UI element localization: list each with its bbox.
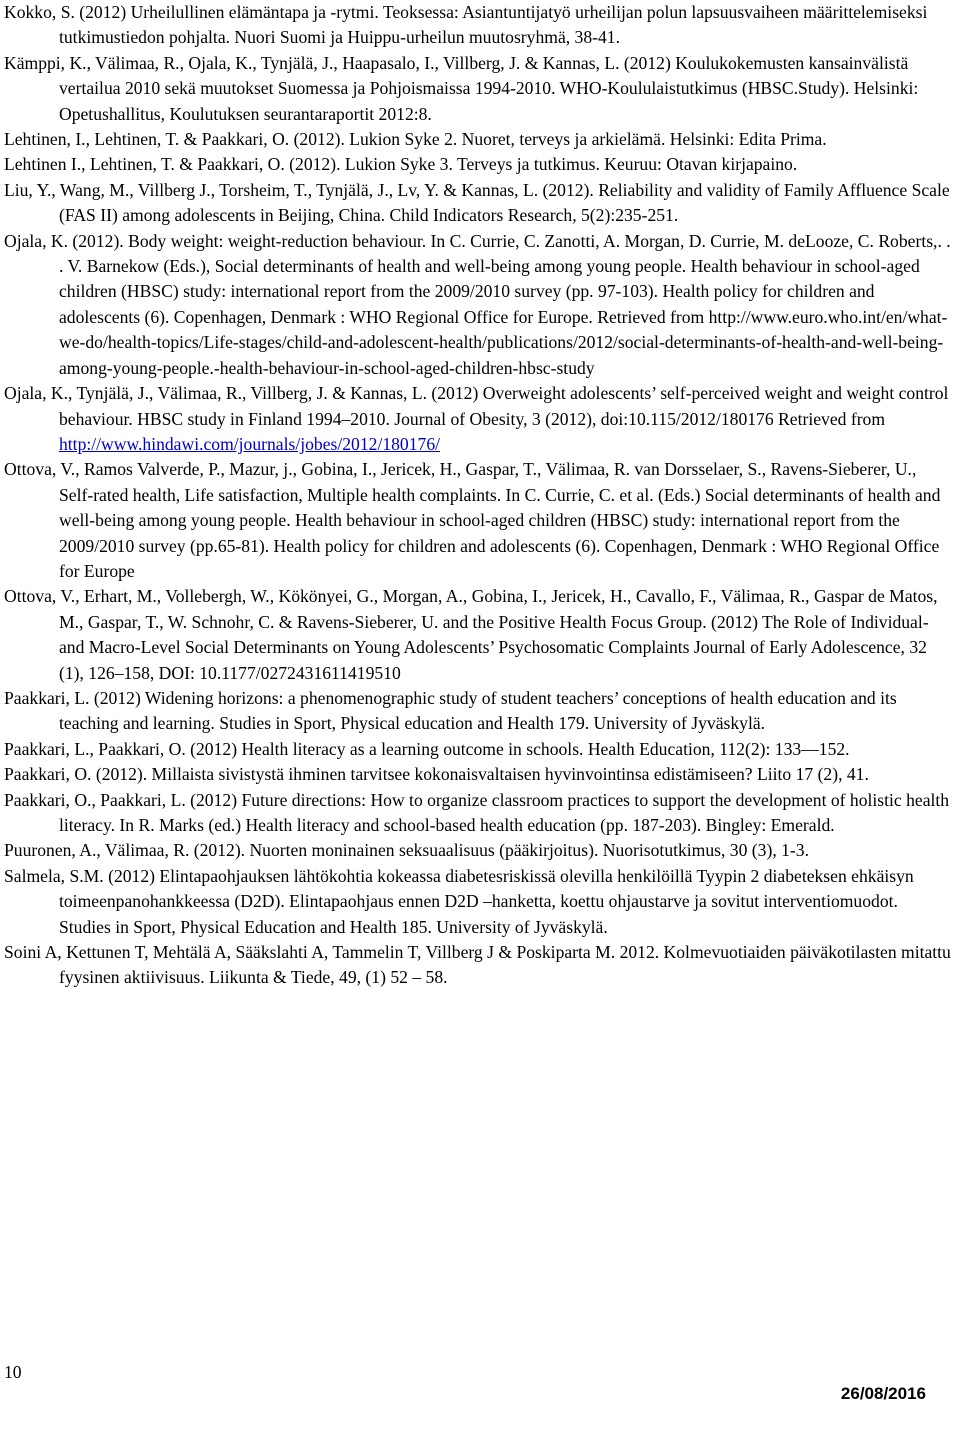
page-number: 10: [4, 1362, 22, 1382]
reference-entry: Ottova, V., Ramos Valverde, P., Mazur, j., Gobina, I., Jericek, H., Gaspar, T., Välimaa, R. van Dorsselaer, S., Ravens-Sieberer, U., Self-rated health, Life satisfaction, Multiple health complaints. In C. Currie, C. et al. (Eds.) Social determinants of health and well-being among young people. Health behaviour in school-aged children (HBSC) study: international report from the 2009/2010 survey (pp.65-81). Health policy for children and adolescents (6). Copenhagen, Denmark : WHO Regional Office for Europe: [4, 459, 941, 581]
reference-entry: Paakkari, O. (2012). Millaista sivistystä ihminen tarvitsee kokonaisvaltaisen hyvinvointinsa edistämiseen? Liito 17 (2), 41.: [4, 764, 869, 785]
reference-entry: Ottova, V., Erhart, M., Vollebergh, W., Kökönyei, G., Morgan, A., Gobina, I., Jericek, H., Cavallo, F., Välimaa, R., Gaspar de Matos, M., Gaspar, T., W. Schnohr, C. & Ravens-Sieberer, U. and the Positive Health Focus Group. (2012) The Role of Individual- and Macro-Level Social Determinants on Young Adolescents’ Psychosomatic Complaints Journal of Early Adolescence, 32 (1), 126–158, DOI: 10.1177/0272431611419510: [4, 586, 938, 683]
reference-entry: Kokko, S. (2012) Urheilullinen elämäntapa ja -rytmi. Teoksessa: Asiantuntijatyö urheilijan polun lapsuusvaiheen määrittelemiseksi tutkimustiedon pohjalta. Nuori Suomi ja Huippu-urheilun muutosryhmä, 38-41.: [4, 2, 928, 48]
reference-entry: Paakkari, O., Paakkari, L. (2012) Future directions: How to organize classroom practices to support the development of holistic health literacy. In R. Marks (ed.) Health literacy and school-based health education (pp. 187-203). Bingley: Emerald.: [4, 789, 950, 835]
reference-entry: Soini A, Kettunen T, Mehtälä A, Sääkslahti A, Tammelin T, Villberg J & Poskiparta M. 2012. Kolmevuotiaiden päiväkotilasten mitattu fyysinen aktiivisuus. Liikunta & Tiede, 49, (1) 52 – 58.: [4, 942, 951, 988]
reference-entry: Paakkari, L. (2012) Widening horizons: a phenomenographic study of student teachers’ conceptions of health education and its teaching and learning. Studies in Sport, Physical education and Health 179. University of Jyväskylä.: [4, 687, 897, 734]
reference-entry: Salmela, S.M. (2012) Elintapaohjauksen lähtökohtia kokeassa diabetesriskissä olevilla henkilöillä Tyypin 2 diabeteksen ehkäisyn toimeenpanohankkeessa (D2D). Elintapaohjaus ennen D2D –hanketta, koettu ohjaustarve ja sovitut interventiomuodot. Studies in Sport, Physical Education and Health 185. University of Jyväskylä.: [4, 865, 914, 937]
reference-link[interactable]: http://www.hindawi.com/journals/jobes/2012/180176/: [59, 433, 441, 454]
footer-date: 26/08/2016: [840, 1384, 926, 1403]
reference-entry: Paakkari, L., Paakkari, O. (2012) Health literacy as a learning outcome in schools. Health Education, 112(2): 133—152.: [4, 738, 850, 759]
reference-entry: Liu, Y., Wang, M., Villberg J., Torsheim, T., Tynjälä, J., Lv, Y. & Kannas, L. (2012). Reliability and validity of Family Affluence Scale (FAS II) among adolescents in Beijing, China. Child Indicators Research, 5(2):235-251.: [4, 179, 950, 226]
reference-entry: Lehtinen I., Lehtinen, T. & Paakkari, O. (2012). Lukion Syke 3. Terveys ja tutkimus. Keuruu: Otavan kirjapaino.: [4, 154, 798, 175]
reference-entry: Lehtinen, I., Lehtinen, T. & Paakkari, O. (2012). Lukion Syke 2. Nuoret, terveys ja arkielämä. Helsinki: Edita Prima.: [4, 129, 827, 150]
reference-entry: [4, 381, 952, 457]
reference-entry: Ojala, K. (2012). Body weight: weight-reduction behaviour. In C. Currie, C. Zanotti, A. Morgan, D. Currie, M. deLooze, C. Roberts,. . . V. Barnekow (Eds.), Social determinants of health and well-being among young people. Health behaviour in school-aged children (HBSC) study: international report from the 2009/2010 survey (pp. 97-103). Health policy for children and adolescents (6). Copenhagen, Denmark : WHO Regional Office for Europe. Retrieved from http://www.euro.who.int/en/what-we-do/health-topics/Life-stages/child-and-adolescent-health/publications/2012/social-determinants-of-health-and-well-being-among-young-people.-health-behaviour-in-school-aged-children-hbsc-study: [4, 230, 951, 378]
reference-list: [4, 0, 952, 991]
reference-text: Ojala, K., Tynjälä, J., Välimaa, R., Villberg, J. & Kannas, L. (2012) Overweight adolescents’ self-perceived weight and weight control behaviour. HBSC study in Finland 1994–2010. Journal of Obesity, 3 (2012), doi:10.115/2012/180176 Retrieved from: [4, 383, 949, 429]
reference-entry: Puuronen, A., Välimaa, R. (2012). Nuorten moninainen seksuaalisuus (pääkirjoitus). Nuorisotutkimus, 30 (3), 1-3.: [4, 840, 809, 861]
reference-entry: Kämppi, K., Välimaa, R., Ojala, K., Tynjälä, J., Haapasalo, I., Villberg, J. & Kannas, L. (2012) Koulukokemusten kansainvälistä vertailua 2010 sekä muutokset Suomessa ja Pohjoismaissa 1994-2010. WHO-Koululaistutkimus (HBSC.Study). Helsinki: Opetushallitus, Koulutuksen seurantaraportit 2012:8.: [4, 52, 919, 124]
